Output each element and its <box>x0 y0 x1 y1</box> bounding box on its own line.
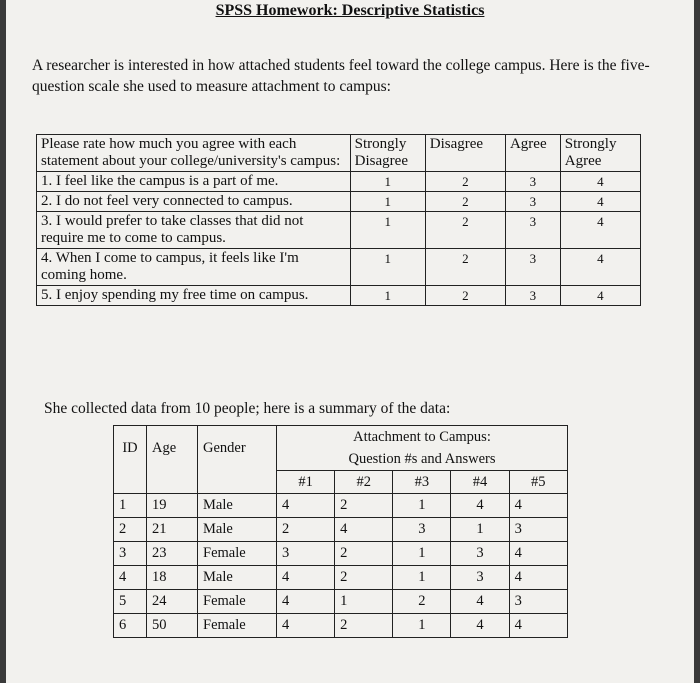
cell-id: 6 <box>114 614 147 638</box>
scale-value: 4 <box>560 249 640 286</box>
scale-value: 1 <box>350 172 425 192</box>
cell-answer: 3 <box>509 590 567 614</box>
col-header-id: ID <box>114 426 147 471</box>
cell-age: 19 <box>147 494 198 518</box>
table-row <box>114 518 568 542</box>
scale-item-text: 4. When I come to campus, it feels like I'm coming home. <box>37 249 351 286</box>
cell-answer: 4 <box>509 542 567 566</box>
cell-answer: 2 <box>335 566 393 590</box>
scale-value: 4 <box>560 192 640 212</box>
cell-answer: 3 <box>393 518 451 542</box>
scale-value: 2 <box>425 286 505 306</box>
cell-answer: 4 <box>509 566 567 590</box>
scale-item-row <box>37 212 641 249</box>
cell-answer: 3 <box>509 518 567 542</box>
cell-id: 3 <box>114 542 147 566</box>
cell-answer: 1 <box>335 590 393 614</box>
cell-gender: Male <box>198 566 277 590</box>
option-agree: Agree <box>505 135 560 172</box>
cell-age: 50 <box>147 614 198 638</box>
cell-answer: 3 <box>277 542 335 566</box>
scale-value: 3 <box>505 212 560 249</box>
cell-answer: 4 <box>335 518 393 542</box>
table-row <box>114 590 568 614</box>
col-header-q5: #5 <box>509 471 567 494</box>
scale-item-text: 1. I feel like the campus is a part of me. <box>37 172 351 192</box>
empty-header-cell <box>114 471 147 494</box>
cell-gender: Female <box>198 590 277 614</box>
attachment-scale-table <box>36 134 641 306</box>
cell-id: 5 <box>114 590 147 614</box>
cell-answer: 4 <box>451 614 509 638</box>
cell-id: 2 <box>114 518 147 542</box>
col-header-gender: Gender <box>198 426 277 471</box>
cell-age: 23 <box>147 542 198 566</box>
cell-gender: Female <box>198 614 277 638</box>
cell-id: 1 <box>114 494 147 518</box>
cell-answer: 2 <box>335 614 393 638</box>
scale-value: 1 <box>350 286 425 306</box>
cell-answer: 4 <box>509 614 567 638</box>
cell-answer: 1 <box>393 566 451 590</box>
scale-item-row <box>37 249 641 286</box>
cell-age: 18 <box>147 566 198 590</box>
col-header-q3: #3 <box>393 471 451 494</box>
col-header-age: Age <box>147 426 198 471</box>
cell-gender: Male <box>198 494 277 518</box>
table-row <box>114 614 568 638</box>
cell-id: 4 <box>114 566 147 590</box>
table-row <box>114 494 568 518</box>
col-header-q1: #1 <box>277 471 335 494</box>
cell-answer: 1 <box>393 542 451 566</box>
scale-prompt: Please rate how much you agree with each statement about your college/university's campus: <box>37 135 351 172</box>
cell-answer: 4 <box>277 566 335 590</box>
scale-value: 4 <box>560 286 640 306</box>
cell-answer: 1 <box>393 614 451 638</box>
cell-answer: 4 <box>277 494 335 518</box>
question-group-header: Question #s and Answers <box>277 448 568 471</box>
option-strongly-disagree: Strongly Disagree <box>350 135 425 172</box>
scale-value: 2 <box>425 192 505 212</box>
scale-item-row <box>37 286 641 306</box>
cell-answer: 1 <box>393 494 451 518</box>
table-row <box>114 566 568 590</box>
cell-gender: Female <box>198 542 277 566</box>
scale-value: 2 <box>425 249 505 286</box>
option-strongly-agree: Strongly Agree <box>560 135 640 172</box>
scale-value: 1 <box>350 212 425 249</box>
cell-age: 24 <box>147 590 198 614</box>
cell-answer: 1 <box>451 518 509 542</box>
cell-age: 21 <box>147 518 198 542</box>
scale-value: 2 <box>425 172 505 192</box>
empty-header-cell <box>147 471 198 494</box>
cell-gender: Male <box>198 518 277 542</box>
empty-header-cell <box>198 471 277 494</box>
cell-answer: 2 <box>393 590 451 614</box>
scale-value: 3 <box>505 172 560 192</box>
scale-item-text: 3. I would prefer to take classes that did not require me to come to campus. <box>37 212 351 249</box>
scale-item-text: 5. I enjoy spending my free time on campus. <box>37 286 351 306</box>
page-title: SPSS Homework: Descriptive Statistics <box>215 2 485 19</box>
cell-answer: 2 <box>277 518 335 542</box>
data-summary-intro: She collected data from 10 people; here is a summary of the data: <box>44 400 451 417</box>
scale-item-row <box>37 192 641 212</box>
option-disagree: Disagree <box>425 135 505 172</box>
col-header-q4: #4 <box>451 471 509 494</box>
scale-value: 3 <box>505 249 560 286</box>
cell-answer: 3 <box>451 566 509 590</box>
scale-value: 2 <box>425 212 505 249</box>
cell-answer: 4 <box>451 494 509 518</box>
scale-value: 1 <box>350 249 425 286</box>
scale-value: 3 <box>505 286 560 306</box>
scale-value: 3 <box>505 192 560 212</box>
document-page <box>6 0 694 683</box>
table-row <box>114 542 568 566</box>
scale-item-text: 2. I do not feel very connected to campus. <box>37 192 351 212</box>
cell-answer: 2 <box>335 542 393 566</box>
scale-value: 1 <box>350 192 425 212</box>
cell-answer: 4 <box>509 494 567 518</box>
cell-answer: 4 <box>451 590 509 614</box>
survey-data-table <box>113 425 568 638</box>
attachment-group-header: Attachment to Campus: <box>277 426 568 449</box>
scale-item-row <box>37 172 641 192</box>
col-header-q2: #2 <box>335 471 393 494</box>
scale-value: 4 <box>560 172 640 192</box>
cell-answer: 2 <box>335 494 393 518</box>
intro-paragraph: A researcher is interested in how attached students feel toward the college campus. Here is the five-question scale she used to measure attachment to campus: <box>32 57 650 95</box>
cell-answer: 4 <box>277 590 335 614</box>
cell-answer: 3 <box>451 542 509 566</box>
scale-value: 4 <box>560 212 640 249</box>
cell-answer: 4 <box>277 614 335 638</box>
